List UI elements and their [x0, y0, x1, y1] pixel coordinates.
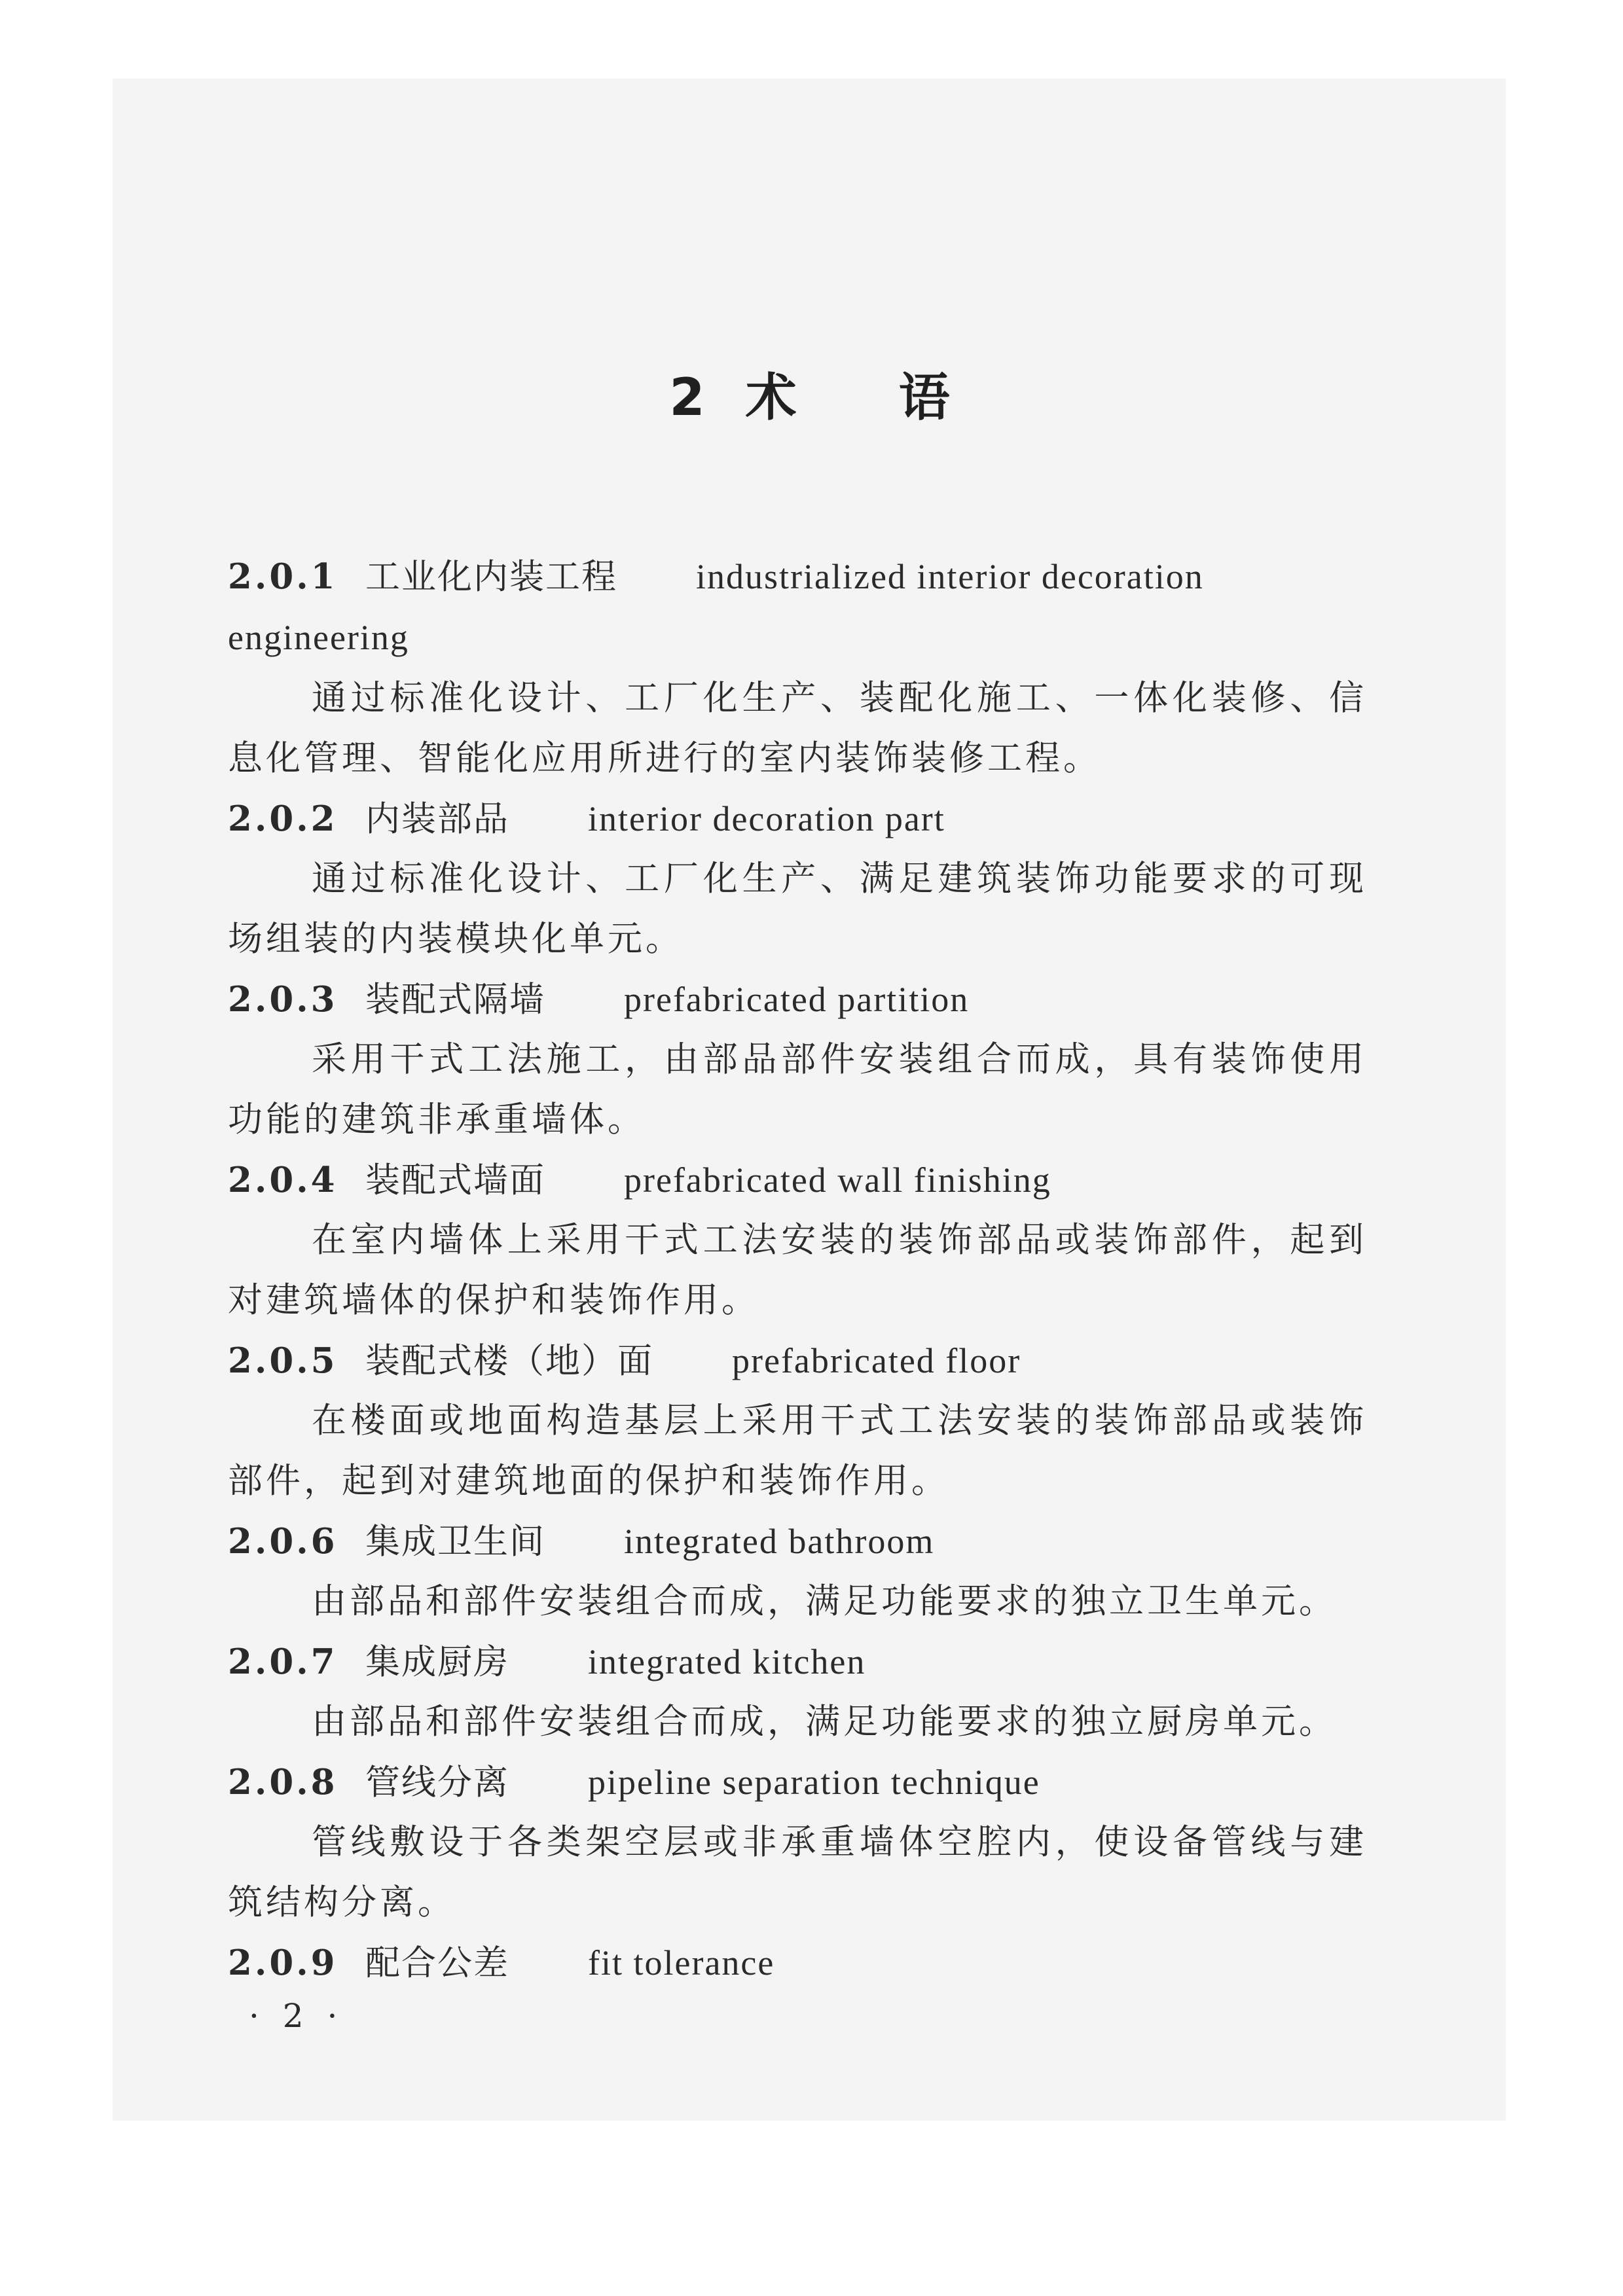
term-chinese: 集成厨房 — [365, 1642, 509, 1682]
term-definition: 通过标准化设计、工厂化生产、满足建筑装饰功能要求的可现场组装的内装模块化单元。 — [228, 859, 1367, 959]
term-heading — [228, 969, 1367, 1030]
term-chinese: 管线分离 — [365, 1763, 509, 1803]
term-heading — [228, 1150, 1367, 1210]
term-english: prefabricated wall finishing — [624, 1160, 1051, 1200]
term-definition: 管线敷设于各类架空层或非承重墙体空腔内，使设备管线与建筑结构分离。 — [228, 1822, 1367, 1922]
term-number: 2.0.8 — [228, 1762, 338, 1803]
term-english: integrated kitchen — [588, 1642, 866, 1681]
term-number: 2.0.4 — [228, 1160, 338, 1200]
term-english: fit tolerance — [588, 1943, 775, 1982]
term-number: 2.0.5 — [228, 1340, 338, 1381]
term-definition: 采用干式工法施工，由部品部件安装组合而成，具有装饰使用功能的建筑非承重墙体。 — [228, 1039, 1367, 1139]
term-heading — [228, 1331, 1367, 1391]
term-number: 2.0.6 — [228, 1521, 338, 1562]
chapter-title-char-2: 语 — [898, 368, 954, 427]
term-chinese: 内装部品 — [365, 799, 509, 839]
term-number: 2.0.7 — [228, 1641, 338, 1682]
term-english: pipeline separation technique — [588, 1763, 1040, 1802]
chapter-title-char-1: 术 — [745, 368, 801, 427]
terms-list — [228, 547, 1367, 1993]
term-heading — [228, 1933, 1367, 1993]
term-number: 2.0.3 — [228, 979, 338, 1020]
chapter-title — [0, 359, 1623, 437]
term-heading — [228, 1511, 1367, 1571]
term-definition: 在楼面或地面构造基层上采用干式工法安装的装饰部品或装饰部件，起到对建筑地面的保护和装饰作用。 — [228, 1401, 1367, 1501]
term-number: 2.0.9 — [228, 1943, 338, 1983]
term-english: prefabricated floor — [732, 1341, 1021, 1380]
term-chinese: 装配式墙面 — [365, 1160, 545, 1200]
term-english: interior decoration part — [588, 799, 945, 838]
term-chinese: 集成卫生间 — [365, 1522, 545, 1562]
term-english: prefabricated partition — [624, 980, 970, 1019]
term-chinese: 配合公差 — [365, 1943, 509, 1983]
term-chinese: 工业化内装工程 — [365, 557, 617, 597]
page-number: · 2 · — [249, 1997, 344, 2035]
term-heading — [228, 1752, 1367, 1812]
chapter-number: 2 — [669, 368, 709, 427]
term-definition: 由部品和部件安装组合而成，满足功能要求的独立厨房单元。 — [312, 1702, 1337, 1742]
term-definition: 通过标准化设计、工厂化生产、装配化施工、一体化装修、信息化管理、智能化应用所进行的室内装饰装修工程。 — [228, 678, 1367, 778]
term-chinese: 装配式隔墙 — [365, 980, 545, 1020]
term-heading — [228, 547, 1367, 668]
term-definition: 由部品和部件安装组合而成，满足功能要求的独立卫生单元。 — [312, 1581, 1337, 1621]
term-english: industrialized interior decoration engineering — [228, 557, 1204, 657]
term-number: 2.0.2 — [228, 798, 338, 839]
term-definition: 在室内墙体上采用干式工法安装的装饰部品或装饰部件，起到对建筑墙体的保护和装饰作用。 — [228, 1220, 1367, 1320]
term-number: 2.0.1 — [228, 556, 338, 597]
term-chinese: 装配式楼（地）面 — [365, 1341, 653, 1381]
term-heading — [228, 789, 1367, 849]
term-english: integrated bathroom — [624, 1522, 935, 1561]
term-heading — [228, 1632, 1367, 1692]
